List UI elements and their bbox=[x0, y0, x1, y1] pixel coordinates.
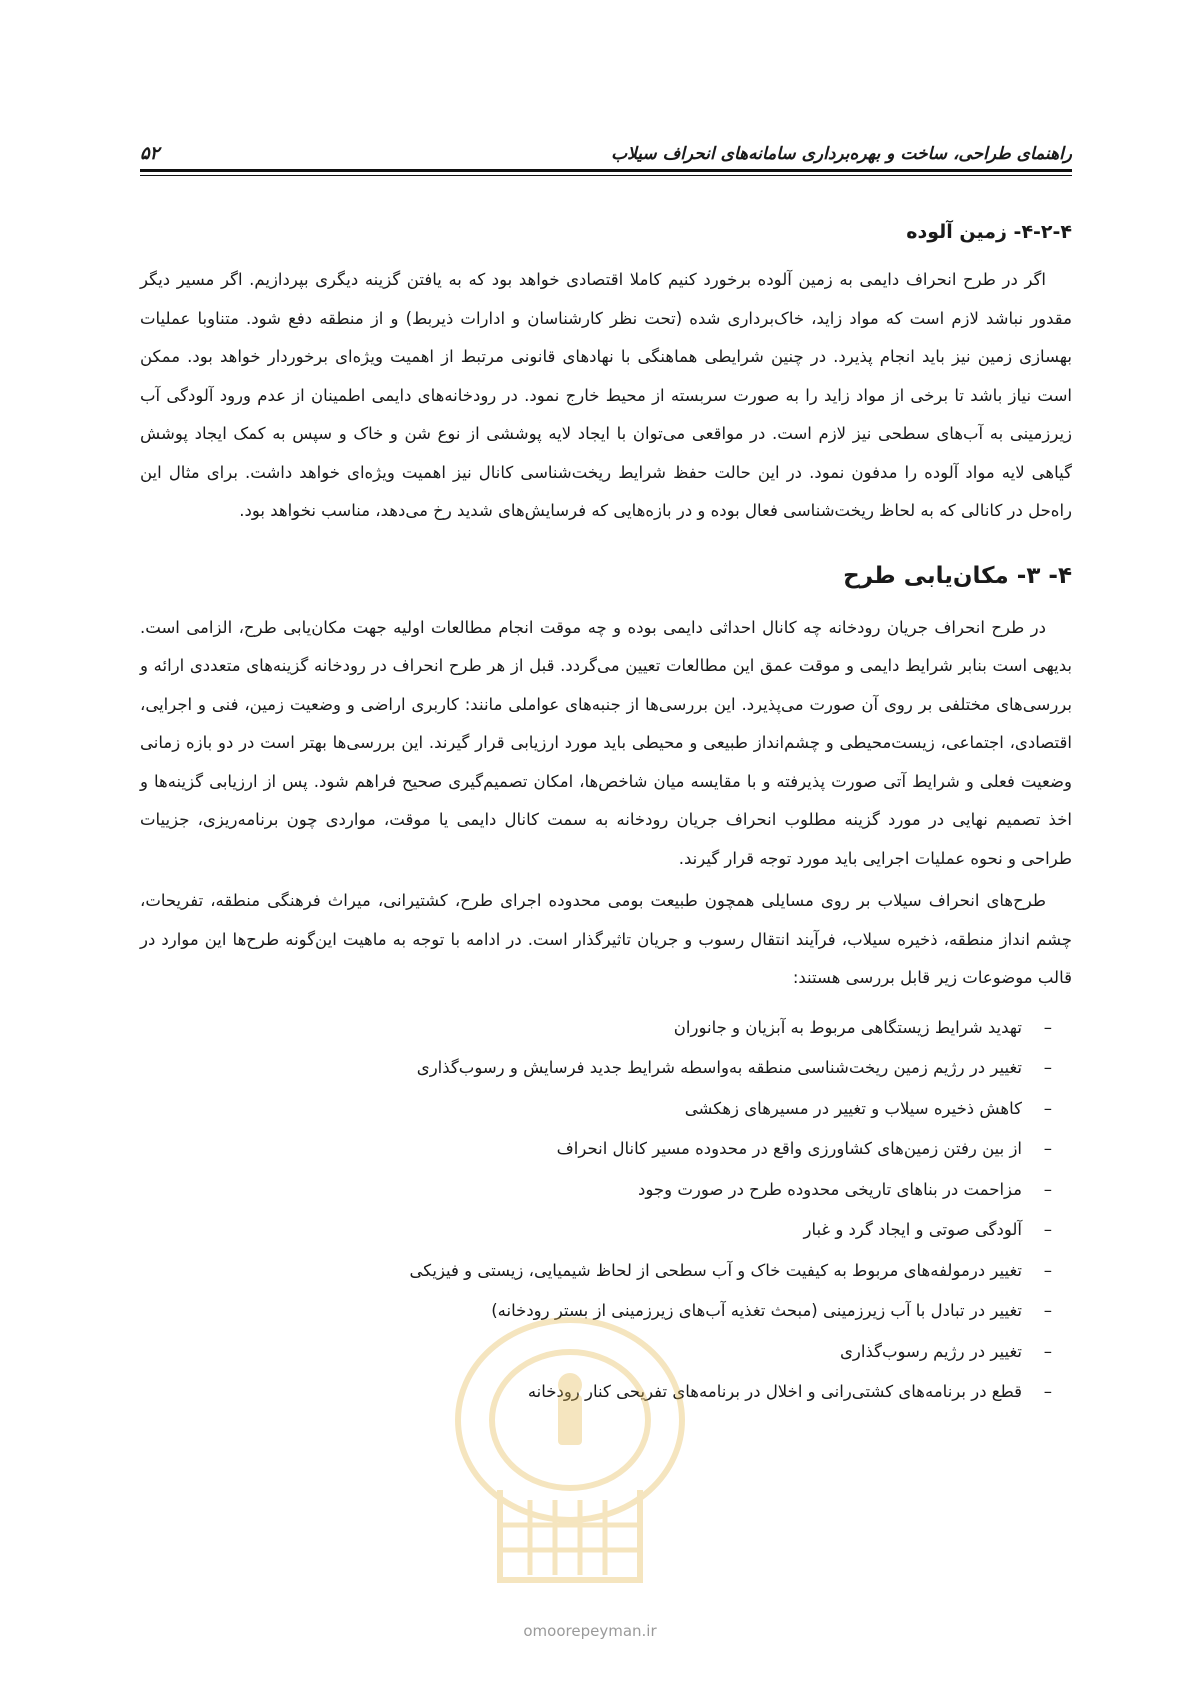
list-item: – از بین رفتن زمین‌های کشاورزی واقع در محدوده مسیر کانال انحراف bbox=[140, 1129, 1052, 1170]
paragraph-site-selection: در طرح انحراف جریان رودخانه چه کانال احداثی دایمی بوده و چه موقت انجام مطالعات اولیه جهت مکان‌یابی طرح، الزامی است. بدیهی است بنابر شرایط دایمی و موقت عمق این مطالعات تعیین می‌گردد. قبل از هر طرح انحراف در رودخانه گزینه‌های متعددی ارائه و بررسی‌های مختلفی بر روی آن صورت می‌پذیرد. این بررسی‌ها از جنبه‌های عواملی مانند: کاربری اراضی و وضعیت زمین، فنی و اجرایی، اقتصادی، اجتماعی، زیست‌محیطی و چشم‌انداز طبیعی و محیطی باید مورد ارزیابی قرار گیرند. این بررسی‌ها بهتر است در دو بازه زمانی وضعیت فعلی و شرایط آتی صورت پذیرفته و با مقایسه میان شاخص‌ها، امکان تصمیم‌گیری صحیح فراهم شود. پس از ارزیابی گزینه‌ها و اخذ تصمیم نهایی در مورد گزینه مطلوب انحراف جریان رودخانه به سمت کانال دایمی یا موقت، مواردی چون برنامه‌ریزی، جزییات طراحی و نحوه عملیات اجرایی باید مورد توجه قرار گیرند. bbox=[140, 617, 1072, 868]
header-rule-thick bbox=[140, 169, 1072, 172]
header-title: راهنمای طراحی، ساخت و بهره‌برداری سامانه‌های انحراف سیلاب bbox=[611, 144, 1072, 164]
list-item: – تغییر در تبادل با آب زیرزمینی (مبحث تغذیه آب‌های زیرزمینی از بستر رودخانه) bbox=[140, 1291, 1052, 1332]
list-item: – تغییر در رژیم رسوب‌گذاری bbox=[140, 1332, 1052, 1373]
list-item: – تهدید شرایط زیستگاهی مربوط به آبزیان و جانوران bbox=[140, 1008, 1052, 1049]
watermark-seal-icon bbox=[440, 1300, 700, 1600]
list-item: – مزاحمت در بناهای تاریخی محدوده طرح در صورت وجود bbox=[140, 1170, 1052, 1211]
list-item: – تغییر در رژیم زمین ریخت‌شناسی منطقه به‌واسطه شرایط جدید فرسایش و رسوب‌گذاری bbox=[140, 1048, 1052, 1089]
page-header bbox=[140, 128, 1072, 170]
paragraph-impacts-intro: طرح‌های انحراف سیلاب بر روی مسایلی همچون طبیعت بومی محدوده اجرای طرح، کشتیرانی، میراث فرهنگی منطقه، تفریحات، چشم انداز منطقه، ذخیره سیلاب، فرآیند انتقال رسوب و جریان تاثیرگذار است. در ادامه با توجه به ماهیت این‌گونه طرح‌ها این موارد در قالب موضوعات زیر قابل بررسی هستند: bbox=[140, 891, 1072, 987]
list-item: – کاهش ذخیره سیلاب و تغییر در مسیرهای زهکشی bbox=[140, 1089, 1052, 1130]
section-heading: ۴- ۳- مکان‌یابی طرح bbox=[843, 562, 1072, 589]
list-item: – تغییر درمولفه‌های مربوط به کیفیت خاک و آب سطحی از لحاظ شیمیایی، زیستی و فیزیکی bbox=[140, 1251, 1052, 1292]
page-number: ۵۲ bbox=[140, 143, 160, 164]
page-body bbox=[140, 205, 1072, 1413]
header-rule-thin bbox=[140, 175, 1072, 176]
list-item: – آلودگی صوتی و ایجاد گرد و غبار bbox=[140, 1210, 1052, 1251]
paragraph-contaminated-land: اگر در طرح انحراف دایمی به زمین آلوده برخورد کنیم کاملا اقتصادی خواهد بود که به یافتن گزینه دیگری بپردازیم. اگر مسیر دیگر مقدور نباشد لازم است که مواد زاید، خاک‌برداری شده (تحت نظر کارشناسان و ادارات ذیربط) و از منطقه دفع شود. متناوبا عملیات بهسازی زمین نیز باید انجام پذیرد. در چنین شرایطی هماهنگی با نهادهای قانونی مرتبط از اهمیت ویژه‌ای برخوردار خواهد بود. ممکن است نیاز باشد تا برخی از مواد زاید را به صورت سربسته از محیط خارج نمود. در رودخانه‌های دایمی اطمینان از عدم ورود آلودگی آب زیرزمینی به آب‌های سطحی نیز لازم است. در مواقعی می‌توان با ایجاد لایه پوششی از نوع شن و خاک و سپس به کمک ایجاد پوشش گیاهی لایه مواد آلوده را مدفون نمود. در این حالت حفظ شرایط ریخت‌شناسی کانال نیز اهمیت ویژه‌ای خواهد داشت. برای مثال این راه‌حل در کانالی که به لحاظ ریخت‌شناسی فعال بوده و در بازه‌هایی که فرسایش‌های شدید رخ می‌دهد، مناسب نخواهد بود. bbox=[140, 270, 1072, 520]
watermark-site: omoorepeyman.ir bbox=[523, 1622, 657, 1640]
list-item: – قطع در برنامه‌های کشتی‌رانی و اخلال در برنامه‌های تفریحی کنار رودخانه bbox=[140, 1372, 1052, 1413]
subsection-heading: ۴-۲-۴- زمین آلوده bbox=[906, 221, 1072, 243]
